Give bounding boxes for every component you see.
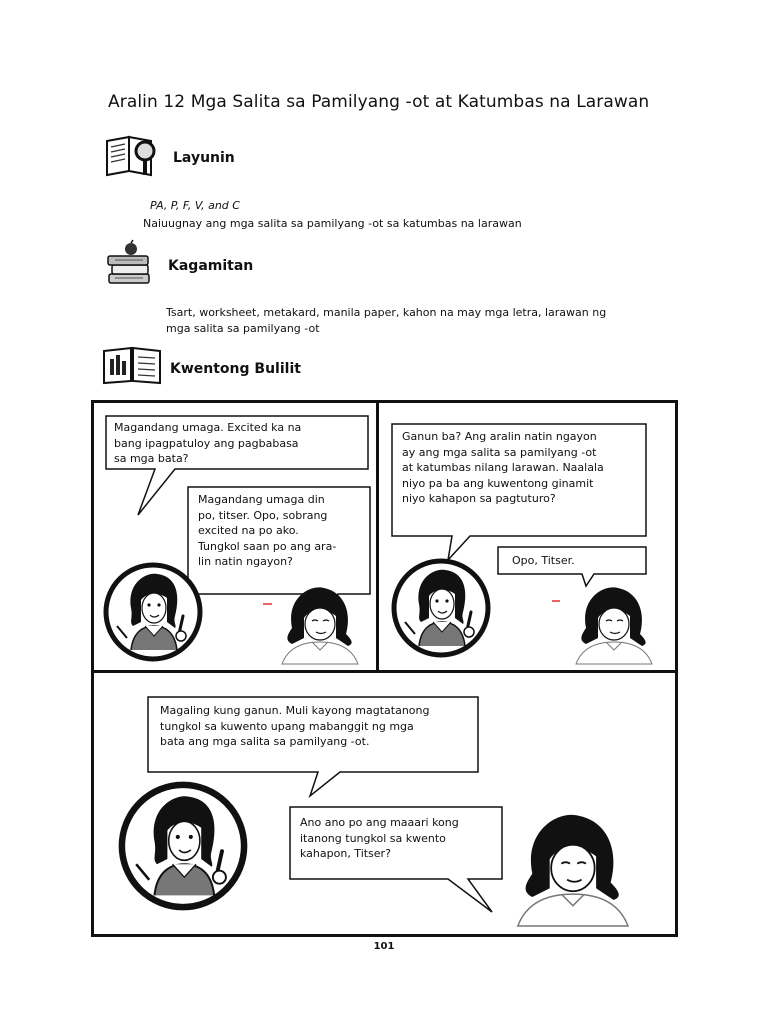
- teacher-figure-3: [122, 785, 244, 907]
- teacher-figure-1: [106, 565, 200, 659]
- page-number: 101: [373, 941, 395, 952]
- student-figure-2: [576, 587, 652, 664]
- lesson-title: Aralin 12 Mga Salita sa Pamilyang -ot at Katumbas na Larawan: [108, 92, 650, 112]
- materials-line-2: mga salita sa pamilyang -ot: [166, 322, 320, 335]
- student-figure-1: [282, 587, 358, 664]
- competency-codes: PA, P, F, V, and C: [150, 199, 240, 212]
- materials-line-1: Tsart, worksheet, metakard, manila paper, kahon na may mga letra, larawan ng: [166, 306, 607, 319]
- section-heading-kagamitan: Kagamitan: [168, 258, 254, 274]
- section-heading-layunin: Layunin: [173, 150, 235, 166]
- teacher-dialogue-2: Ganun ba? Ang aralin natin ngayon ay ang mga salita sa pamilyang -ot at katumbas nilang larawan. Naalala niyo pa ba ang kuwentong ginamit niyo kahapon sa pagtuturo?: [402, 430, 604, 505]
- student-figure-3: [518, 815, 628, 926]
- student-dialogue-3: Ano ano po ang maaari kong itanong tungkol sa kwento kahapon, Titser?: [300, 816, 459, 860]
- student-dialogue-2: Opo, Titser.: [512, 554, 575, 567]
- teacher-dialogue-1: Magandang umaga. Excited ka na bang ipagpatuloy ang pagbabasa sa mga bata?: [114, 421, 302, 465]
- objective-text: Naiuugnay ang mga salita sa pamilyang -ot sa katumbas na larawan: [143, 217, 522, 230]
- teacher-figure-2: [394, 561, 488, 655]
- section-heading-kwento: Kwentong Bulilit: [170, 361, 301, 377]
- teacher-dialogue-3: Magaling kung ganun. Muli kayong magtatanong tungkol sa kuwento upang mabanggit ng mga bata ang mga salita sa pamilyang -ot.: [160, 704, 430, 748]
- student-dialogue-1: Magandang umaga din po, titser. Opo, sobrang excited na po ako. Tungkol saan po ang ara- lin natin ngayon?: [198, 493, 337, 568]
